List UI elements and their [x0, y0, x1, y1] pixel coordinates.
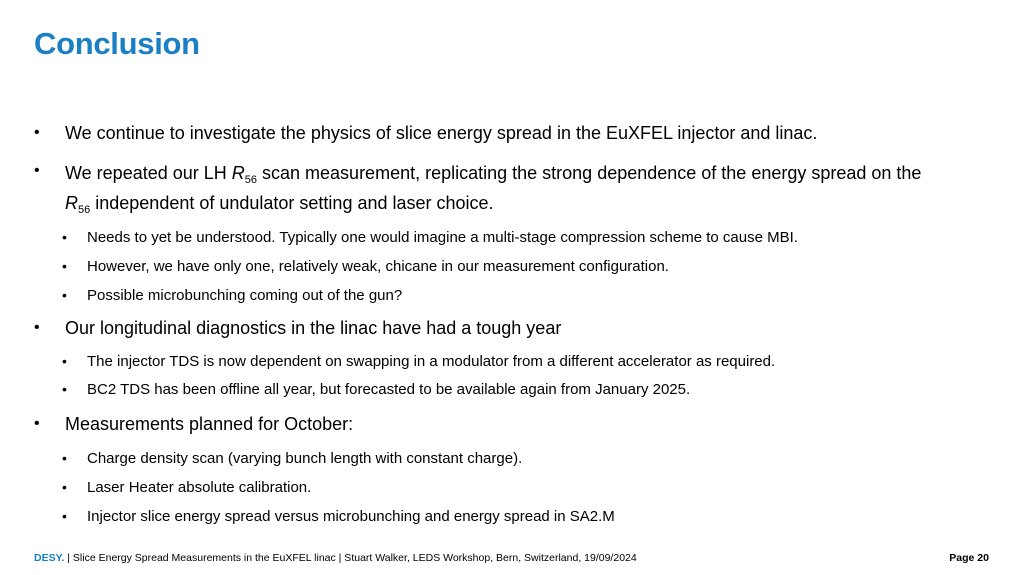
slide-footer	[34, 552, 989, 564]
bullet-icon: •	[34, 319, 40, 336]
bullet-icon: •	[62, 229, 67, 245]
bullet-icon: •	[62, 381, 67, 397]
sub-bullet-text: BC2 TDS has been offline all year, but forecasted to be available again from January 2025.	[87, 381, 691, 398]
bullet-icon: •	[62, 353, 67, 369]
bullet-icon: •	[62, 508, 67, 524]
sub-bullet-text: The injector TDS is now dependent on swapping in a modulator from a different accelerator as required.	[87, 353, 776, 370]
bullet-icon: •	[34, 162, 40, 179]
bullet-icon: •	[34, 415, 40, 432]
bullet-icon: •	[62, 258, 67, 274]
bullet-icon: •	[62, 287, 67, 303]
bullet-text: Our longitudinal diagnostics in the linac have had a tough year	[65, 318, 562, 338]
sub-bullet-text: Possible microbunching coming out of the gun?	[87, 287, 403, 304]
bullet-icon: •	[34, 124, 40, 141]
desy-logo: DESY.	[34, 552, 65, 564]
bullet-icon: •	[62, 479, 67, 495]
sub-bullet-text: Charge density scan (varying bunch length with constant charge).	[87, 450, 523, 467]
sub-bullet-text: However, we have only one, relatively weak, chicane in our measurement configuration.	[87, 258, 669, 275]
sub-bullet-text: Laser Heater absolute calibration.	[87, 479, 312, 496]
bullet-text: We continue to investigate the physics of slice energy spread in the EuXFEL injector and linac.	[65, 123, 818, 143]
bullet-text: Measurements planned for October:	[65, 414, 354, 434]
page-number: Page 20	[949, 552, 989, 564]
bullet-text: We repeated our LH $R_{56}$ scan measurement, replicating the strong dependence of the energy spread on the $R_{56}$ independent of undulator setting and laser choice.	[65, 163, 922, 216]
footer-text: | Slice Energy Spread Measurements in the EuXFEL linac | Stuart Walker, LEDS Workshop, Bern, Switzerland, 19/09/2024	[64, 552, 637, 564]
sub-bullet-text: Needs to yet be understood. Typically one would imagine a multi-stage compression scheme to cause MBI.	[87, 229, 798, 246]
sub-bullet-text: Injector slice energy spread versus microbunching and energy spread in SA2.M	[87, 508, 615, 525]
bullet-icon: •	[62, 450, 67, 466]
slide-title: Conclusion	[34, 26, 200, 61]
